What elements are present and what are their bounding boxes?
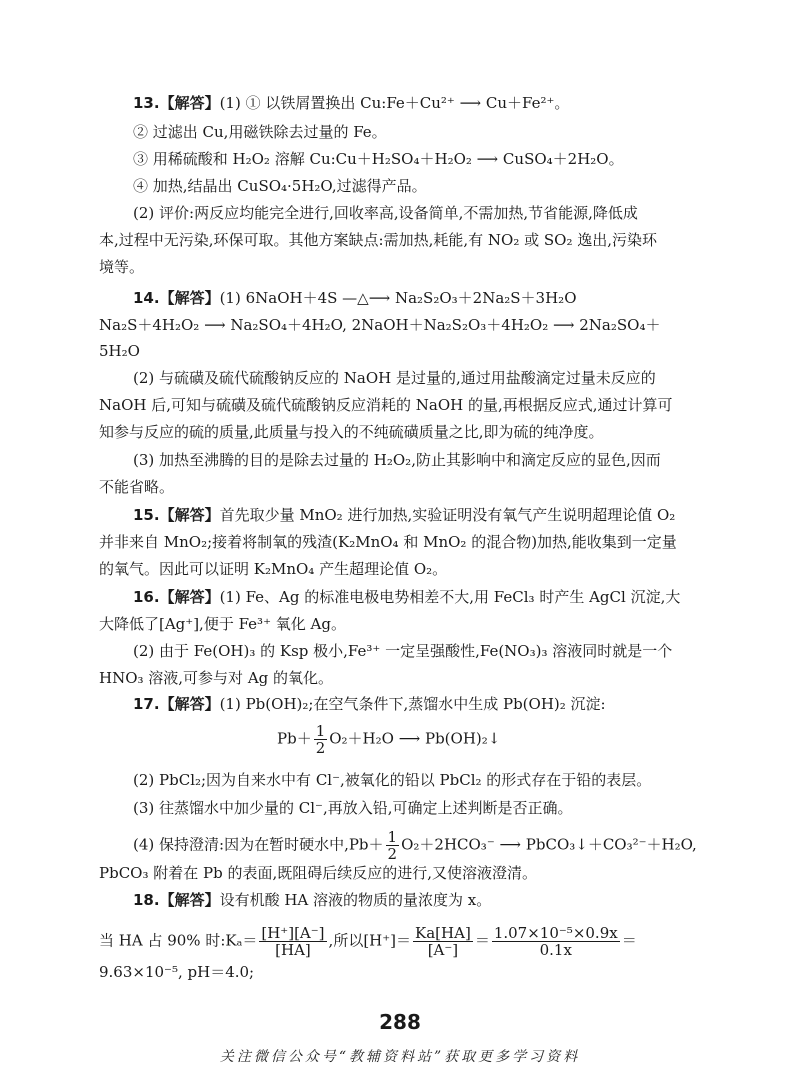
q18_2-frac3-den: 0.1x — [539, 941, 572, 959]
q18_2-frac3-num: 1.07×10⁻⁵×0.9x — [493, 924, 618, 942]
equation-q17 — [277, 723, 500, 756]
q18_2-pre: 当 HA 占 90% 时:Kₐ＝ — [99, 931, 258, 950]
text-line-q15_1 — [133, 504, 675, 526]
q17_5-pre: (4) 保持澄清:因为在暂时硬水中,Pb＋ — [133, 835, 384, 854]
eq-numerator: 1 — [315, 722, 326, 740]
question-label: 15.【解答】 — [133, 506, 220, 524]
q17_5-numerator: 1 — [387, 828, 398, 846]
text-line-q14_1 — [133, 287, 577, 309]
eq-denominator: 2 — [315, 739, 326, 757]
eq-lhs: Pb＋ — [277, 729, 312, 748]
footer-note: 关注微信公众号“教辅资料站”获取更多学习资料 — [219, 1049, 581, 1065]
text-line-q17_3: (2) PbCl₂;因为自来水中有 Cl⁻,被氧化的铅以 PbCl₂ 的形式存在于铅的表层。 — [133, 771, 652, 789]
question-label: 14.【解答】 — [133, 289, 220, 307]
text-line-q18_1 — [133, 889, 491, 911]
q18_2-frac1-num: [H⁺][A⁻] — [261, 924, 325, 942]
question-body: (1) Pb(OH)₂;在空气条件下,蒸馏水中生成 Pb(OH)₂ 沉淀: — [219, 695, 606, 713]
text-line-q17_4: (3) 往蒸馏水中加少量的 Cl⁻,再放入铅,可确定上述判断是否正确。 — [133, 799, 573, 817]
eq-rhs: O₂＋H₂O ⟶ Pb(OH)₂↓ — [329, 729, 501, 748]
text-line-q16_4: HNO₃ 溶液,可参与对 Ag 的氧化。 — [99, 669, 334, 687]
text-line-q16_3: (2) 由于 Fe(OH)₃ 的 Ksp 极小,Fe³⁺ 一定呈强酸性,Fe(NO₃)₃ 溶液同时就是一个 — [133, 642, 673, 660]
page-number: 288 — [379, 1010, 421, 1034]
text-line-q18_3: 9.63×10⁻⁵, pH＝4.0; — [99, 963, 255, 981]
text-line-q13_1 — [133, 92, 569, 114]
q18_2-frac2-den: [A⁻] — [427, 941, 459, 959]
q17_5-fraction — [386, 829, 400, 862]
question-body: 设有机酸 HA 溶液的物质的量浓度为 x。 — [219, 891, 492, 909]
q18_2-frac1 — [259, 925, 326, 958]
question-body: (1) ① 以铁屑置换出 Cu:Fe＋Cu²⁺ ⟶ Cu＋Fe²⁺。 — [219, 94, 570, 112]
q18_2-tail: ＝ — [621, 931, 637, 950]
text-line-q13_7: 境等。 — [99, 258, 145, 276]
q18_2-frac2 — [413, 925, 473, 958]
question-label: 16.【解答】 — [133, 588, 220, 606]
text-line-q13_5: (2) 评价:两反应均能完全进行,回收率高,设备简单,不需加热,节省能源,降低成 — [133, 204, 638, 222]
q17_5-denominator: 2 — [387, 845, 398, 863]
text-line-q14_2: Na₂S＋4H₂O₂ ⟶ Na₂SO₄＋4H₂O, 2NaOH＋Na₂S₂O₃＋4H₂O₂ ⟶ 2Na₂SO₄＋ — [99, 316, 661, 334]
q18_2-frac1-den: [HA] — [275, 941, 311, 959]
text-line-q14_7: (3) 加热至沸腾的目的是除去过量的 H₂O₂,防止其影响中和滴定反应的显色,因而 — [133, 451, 661, 469]
text-line-q14_8: 不能省略。 — [99, 478, 175, 496]
question-body: (1) Fe、Ag 的标准电极电势相差不大,用 FeCl₃ 时产生 AgCl 沉淀,大 — [219, 588, 681, 606]
text-line-q13_3: ③ 用稀硫酸和 H₂O₂ 溶解 Cu:Cu＋H₂SO₄＋H₂O₂ ⟶ CuSO₄＋2H₂O。 — [133, 150, 624, 168]
text-line-q15_3: 的氧气。因此可以证明 K₂MnO₄ 产生超理论值 O₂。 — [99, 560, 448, 578]
text-line-q14_4: (2) 与硫磺及硫代硫酸钠反应的 NaOH 是过量的,通过用盐酸滴定过量未反应的 — [133, 369, 656, 387]
text-line-q17_6: PbCO₃ 附着在 Pb 的表面,既阻碍后续反应的进行,又使溶液澄清。 — [99, 864, 538, 882]
text-line-q13_6: 本,过程中无污染,环保可取。其他方案缺点:需加热,耗能,有 NO₂ 或 SO₂ 逸出,污染环 — [99, 231, 657, 249]
text-line-q17_1 — [133, 693, 606, 715]
q18_2-frac2-num: Ka[HA] — [415, 924, 471, 942]
text-line-q15_2: 并非来自 MnO₂;接着将制氧的残渣(K₂MnO₄ 和 MnO₂ 的混合物)加热,能收集到一定量 — [99, 533, 677, 551]
q17_5-post: O₂＋2HCO₃⁻ ⟶ PbCO₃↓＋CO₃²⁻＋H₂O, — [401, 835, 697, 854]
q18_2-mid: ,所以[H⁺]＝ — [328, 931, 412, 950]
text-line-q14_3: 5H₂O — [99, 342, 140, 360]
question-body: (1) 6NaOH＋4S —△⟶ Na₂S₂O₃＋2Na₂S＋3H₂O — [219, 289, 577, 307]
question-body: 首先取少量 MnO₂ 进行加热,实验证明没有氧气产生说明超理论值 O₂ — [219, 506, 676, 524]
text-line-q18_2 — [99, 925, 637, 958]
question-label: 18.【解答】 — [133, 891, 220, 909]
q18_2-frac3 — [492, 925, 620, 958]
text-line-q16_2: 大降低了[Ag⁺],便于 Fe³⁺ 氧化 Ag。 — [99, 615, 346, 633]
eq-fraction — [314, 723, 328, 756]
text-line-q14_5: NaOH 后,可知与硫磺及硫代硫酸钠反应消耗的 NaOH 的量,再根据反应式,通过计算可 — [99, 396, 673, 414]
question-label: 17.【解答】 — [133, 695, 220, 713]
text-line-q13_4: ④ 加热,结晶出 CuSO₄·5H₂O,过滤得产品。 — [133, 177, 427, 195]
text-line-q17_5 — [133, 829, 697, 862]
text-line-q13_2: ② 过滤出 Cu,用磁铁除去过量的 Fe。 — [133, 123, 387, 141]
question-label: 13.【解答】 — [133, 94, 220, 112]
q18_2-eq: ＝ — [474, 931, 490, 950]
text-line-q16_1 — [133, 586, 680, 608]
text-line-q14_6: 知参与反应的硫的质量,此质量与投入的不纯硫磺质量之比,即为硫的纯净度。 — [99, 423, 604, 441]
